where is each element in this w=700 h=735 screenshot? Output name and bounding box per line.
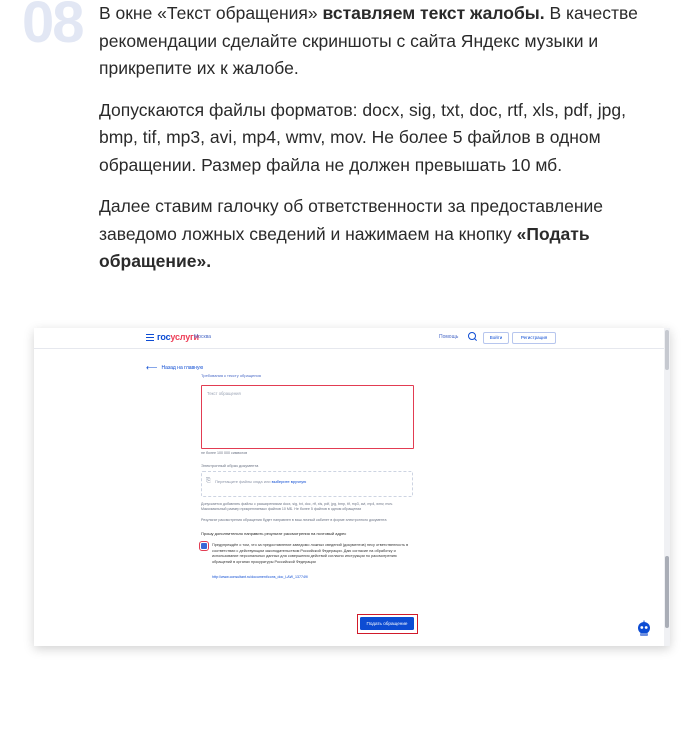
scrollbar-thumb[interactable] [665,556,669,628]
submit-button[interactable]: Подать обращение [360,617,414,630]
login-button[interactable]: Войти [483,332,509,344]
gosuslugi-screenshot [34,328,670,646]
law-link[interactable]: http://www.consultant.ru/document/cons_doc_LAW_137749/ [212,575,308,579]
robot-assistant-icon[interactable] [635,620,653,638]
docs-label: Электронный образ документа [201,463,259,468]
text-requirements-link[interactable]: Требования к тексту обращения [201,373,261,378]
agree-text: Предупреждён о том, что за предоставление заведомо ложных сведений (документов) несу ответственность в соответствии с действующим законодательством Российской Федерации. Даю согласие на обработку и использование персональных данных для совершения действий согласно инструкции по рассмотрению обращений в органах прокуратуры Российской Федерации [212,543,409,564]
postal-address-option[interactable]: Прошу дополнительно направить результат рассмотрения на почтовый адрес [201,531,347,536]
file-upload-zone[interactable]: ⎘ Перетащите файлы сюда или выберите вручную [201,471,413,497]
gosuslugi-logo[interactable]: госуслуги [157,332,199,342]
submit-highlight [357,614,418,634]
char-limit-hint: не более 100 000 символов [201,451,248,455]
site-header [34,328,664,349]
paperclip-icon: ⎘ [206,478,211,484]
step-number: 08 [22,0,83,55]
result-note: Результат рассмотрения обращения будет направлен в ваш личный кабинет в форме электронного документа [201,518,387,522]
agree-checkbox[interactable] [201,543,207,549]
paragraph-3: Далее ставим галочку об ответственности за предоставление заведомо ложных сведений и нажимаем на кнопку «Подать обращение». [99,196,604,271]
article-text [99,0,669,290]
arrow-left-icon: ⟵ [146,363,158,372]
page-scrollbar[interactable] [664,328,670,646]
complaint-textarea[interactable] [201,385,414,449]
textarea-placeholder: Текст обращения [207,391,241,396]
bold-submit-name: «Подать обращение». [99,223,590,271]
help-link[interactable]: Помощь [439,334,459,340]
city-selector[interactable]: Москва [194,334,212,340]
search-icon[interactable] [468,332,476,340]
menu-icon[interactable] [146,334,154,343]
upload-hint: Допускается добавлять файлы с расширениями docx, sig, txt, doc, rtf, xls, pdf, jpg, bmp, tif, mp3, avi, mp4, wmv, mov. Максимальный размер прикрепляемых файлов 10 МБ. Не более 5 файлов в одном обращении [201,502,393,511]
bold-insert-text: вставляем текст жалобы. [322,3,545,23]
register-button[interactable]: Регистрация [512,332,556,344]
paragraph-2: Допускаются файлы форматов: docx, sig, txt, doc, rtf, xls, pdf, jpg, bmp, tif, mp3, avi, mp4, wmv, mov. Не более 5 файлов в одном обращении. Размер файла не должен превышать 10 мб. [99,99,626,175]
back-link[interactable]: ⟵ Назад на главную [146,363,204,372]
scrollbar-thumb-top[interactable] [665,330,669,370]
choose-file-link[interactable]: выберите вручную [271,479,307,484]
paragraph-1: В окне «Текст обращения» вставляем текст жалобы. В качестве рекомендации сделайте скриншоты с сайта Яндекс музыки и прикрепите их к жалобе. [99,3,638,78]
